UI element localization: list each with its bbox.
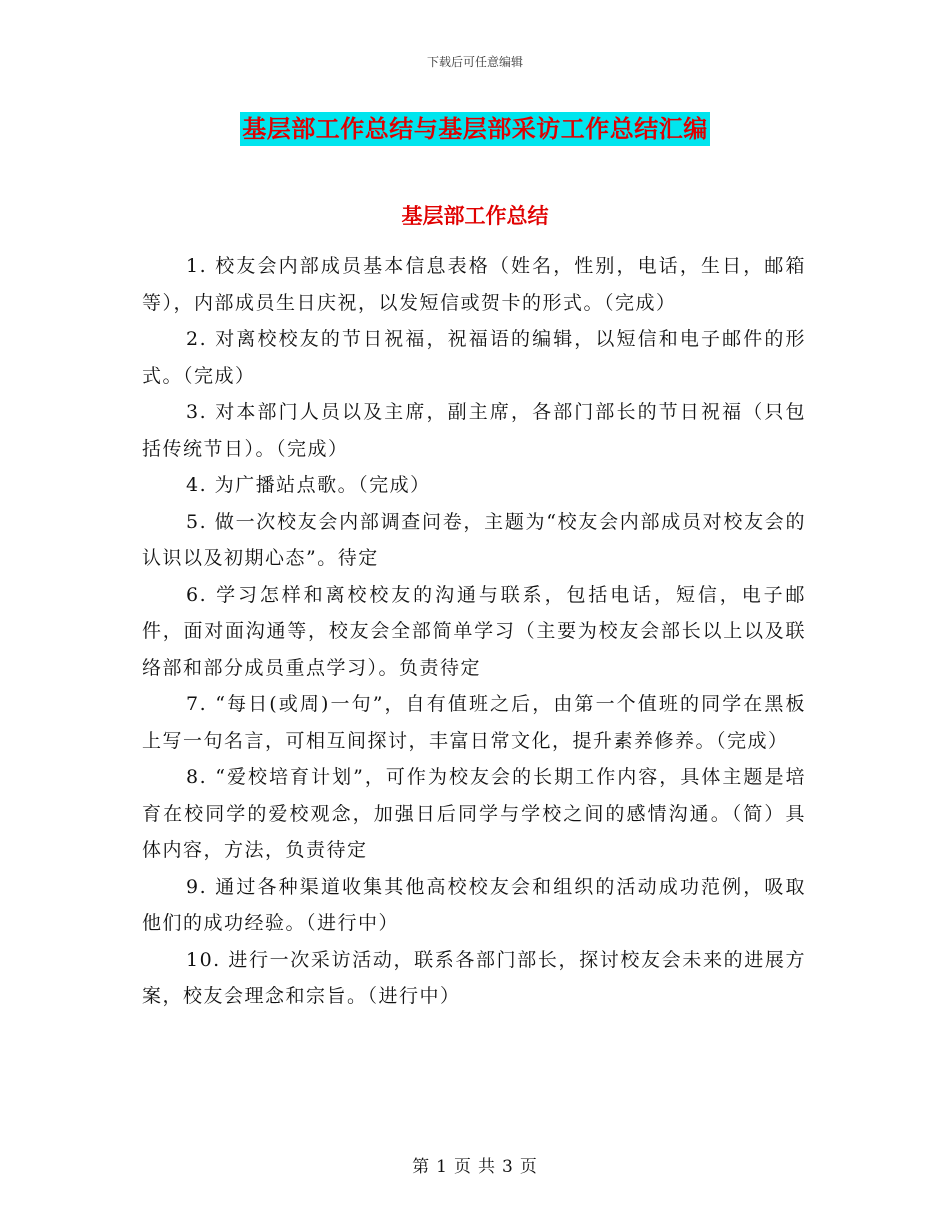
paragraph-9: 9. 通过各种渠道收集其他高校校友会和组织的活动成功范例，吸取他们的成功经验。（进行中） [142, 875, 806, 934]
footer-total-pages: 3 [502, 1157, 514, 1177]
paragraph-8: 8. “爱校培育计划”，可作为校友会的长期工作内容，具体主题是培育在校同学的爱校观念，加强日后同学与学校之间的感情沟通。（简）具体内容，方法，负责待定 [142, 766, 806, 861]
paragraph-4: 4. 为广播站点歌。（完成） [186, 474, 431, 496]
footer-current-page: 1 [436, 1157, 448, 1177]
document-title: 基层部工作总结与基层部采访工作总结汇编 [240, 112, 710, 146]
header-note: 下载后可任意编辑 [426, 55, 523, 69]
paragraph-6: 6. 学习怎样和离校校友的沟通与联系，包括电话，短信，电子邮件，面对面沟通等，校友会全部简单学习（主要为校友会部长以上以及联络部和部分成员重点学习）。负责待定 [142, 583, 806, 679]
paragraph-1: 1. 校友会内部成员基本信息表格（姓名，性别，电话，生日，邮箱等），内部成员生日庆祝，以发短信或贺卡的形式。（完成） [142, 255, 806, 314]
paragraph-3: 3. 对本部门人员以及主席，副主席，各部门部长的节日祝福（只包括传统节日）。（完成） [142, 401, 806, 460]
document-body [142, 248, 806, 1015]
footer-page-word: 页 [454, 1157, 472, 1177]
paragraph-7: 7. “每日(或周)一句”，自有值班之后，由第一个值班的同学在黑板上写一句名言，可相互间探讨，丰富日常文化，提升素养修养。（完成） [142, 693, 806, 752]
document-title-container [0, 112, 950, 146]
footer-prefix: 第 [412, 1157, 431, 1177]
paragraph-10: 10. 进行一次采访活动，联系各部门部长，探讨校友会未来的进展方案，校友会理念和宗旨。（进行中） [142, 948, 806, 1007]
paragraph-5: 5. 做一次校友会内部调查问卷，主题为“校友会内部成员对校友会的认识以及初期心态”。待定 [142, 510, 806, 569]
section-title: 基层部工作总结 [401, 203, 549, 228]
paragraph-2: 2. 对离校校友的节日祝福，祝福语的编辑，以短信和电子邮件的形式。（完成） [142, 328, 806, 387]
page-footer [0, 1152, 950, 1177]
footer-total-word: 共 [478, 1157, 496, 1177]
footer-suffix: 页 [519, 1157, 538, 1177]
